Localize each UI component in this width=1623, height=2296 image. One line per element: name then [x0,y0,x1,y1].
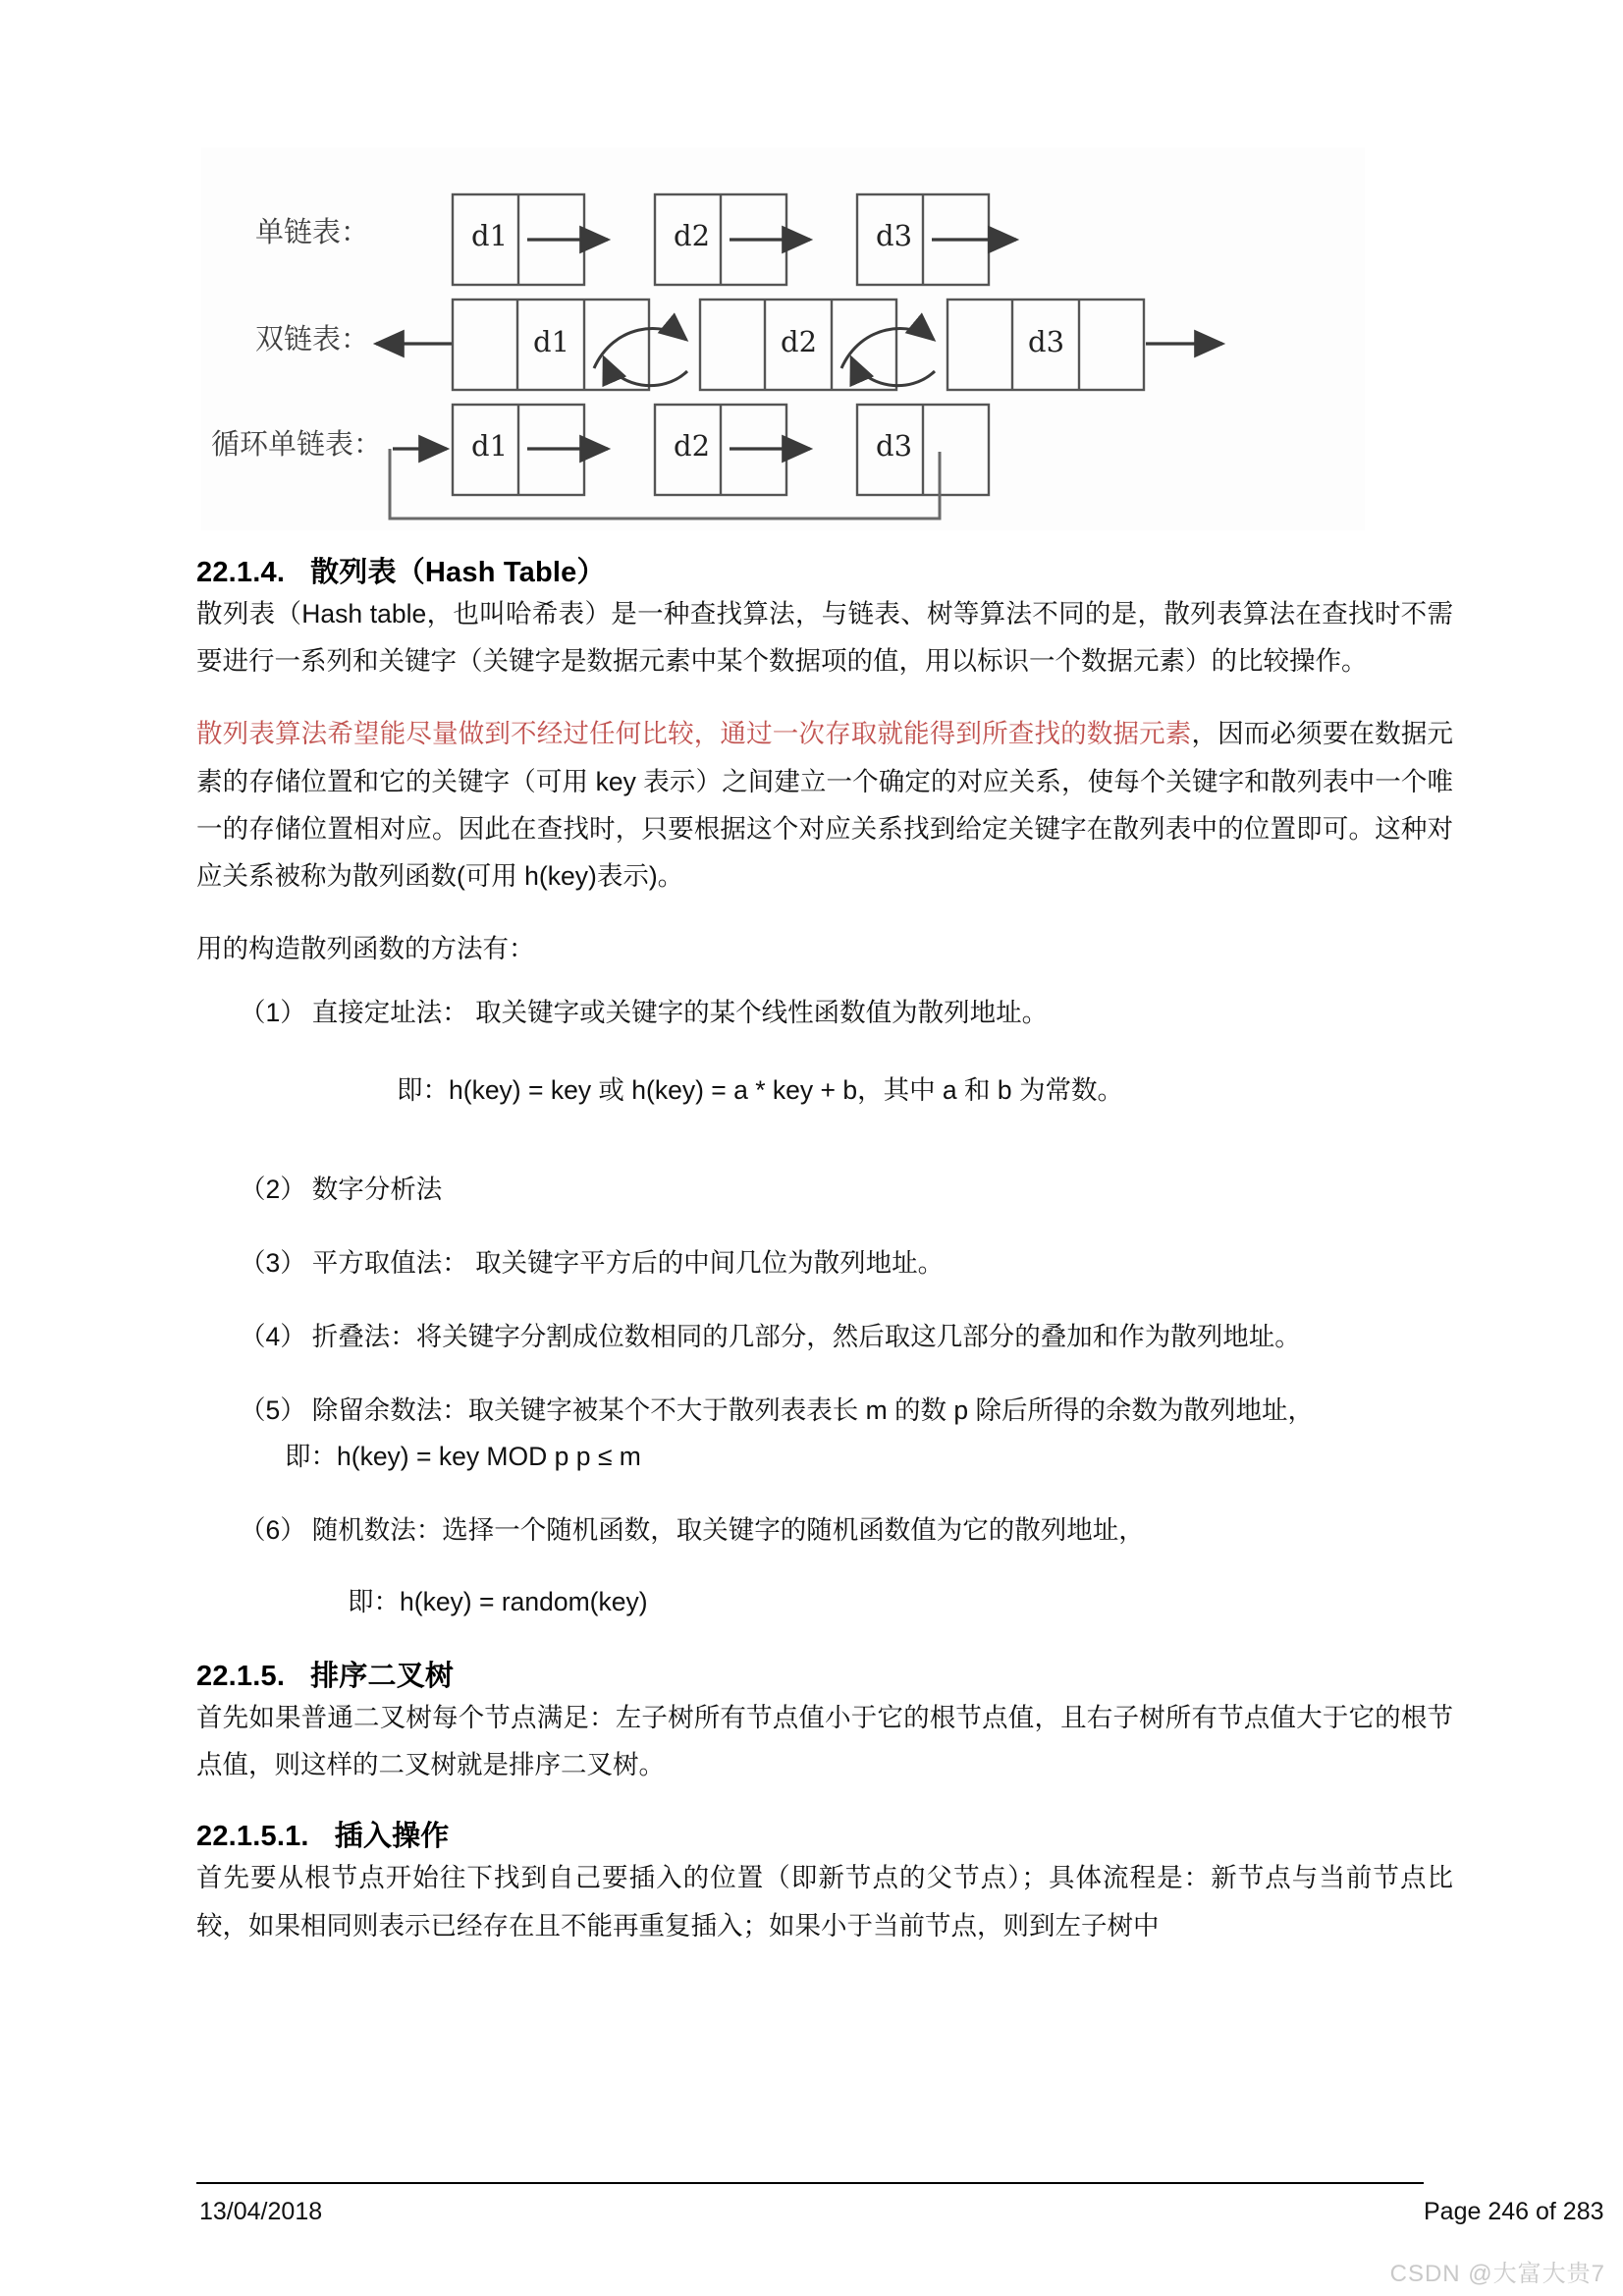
heading-22-1-5-text: 排序二叉树 [310,1660,455,1692]
linked-list-diagram-svg [201,147,1365,530]
method-item-2 [240,1168,1453,1212]
svg-text:d2: d2 [674,219,711,252]
svg-text:d1: d1 [533,325,570,358]
footer-date: 13/04/2018 [199,2198,323,2225]
paragraph-insert-operation: 首先要从根节点开始往下找到自己要插入的位置（即新节点的父节点）；具体流程是：新节点与当前节点比较，如果相同则表示已经存在且不能再重复插入；如果小于当前节点，则到左子树中 [196,1863,1453,1941]
linked-list-figure [201,147,1365,530]
svg-text:d1: d1 [471,429,509,463]
formula-6: 即：h(key) = random(key) [348,1586,648,1616]
paragraph-intro: 散列表（Hash table，也叫哈希表）是一种查找算法，与链表、树等算法不同的是，散列表算法在查找时不需要进行一系列和关键字（关键字是数据元素中某个数据项的值，用以标识一个数据元素）的比较操作。 [196,599,1453,677]
method-text-5: 除留余数法：取关键字被某个不大于散列表表长 m 的数 p 除后所得的余数为散列地址， [311,1394,1315,1425]
heading-22-1-5-1-number: 22.1.5.1. [196,1821,309,1853]
row-label-doubly: 双链表： [255,322,370,355]
footer-divider [196,2182,1424,2184]
method-index-1: （1） [240,997,306,1027]
svg-text:d2: d2 [674,429,711,463]
hash-methods-list [196,991,1453,1624]
paragraph-bst-definition: 首先如果普通二叉树每个节点满足：左子树所有节点值小于它的根节点值，且右子树所有节点值大于它的根节点值，则这样的二叉树就是排序二叉树。 [196,1702,1453,1780]
document-page: 单链表： d1 d2 d3 双链表： d1 d2 d3 循环单链表： d1 d2 d3 22.1.4. 散列表（Hash Table） 散列表（Hash table，也叫哈希表）是一种查找算法，与链表、树等算法不同的是，散列表算法在查找时不需要进行一系列和关键字（关键字是数据元素中某个数据项的值，用以标识一个数据元素）的比较操作。 散列表算法希望能尽量做到不经过任何比较，通过一次存取就能得到所查找的数据元素，因而必须要在数据元素的存储位置和它的关键字（可用 key 表示）之间建立一个确定的对应关系，使每个关键字和散列表中一个唯一的存储位置相对应。因此在查找时，只要根据这个对应关系找到给定关键字在散列表中的位置即可。这种对应关系被称为散列函数(可用 h(key)表示)。 用的构造散列函数的方法有： （1） 直接定址法： 取关键字或关键字的某个线性函数值为散列地址。 即：h(key) = key 或 h(key) = a * key + b，其中 a 和 b 为常数。 （2） 数字分析法 （3） 平方取值法： 取关键字平方后的中间几位为散列地址。 （4） 折叠法：将关键字分割成位数相同的几部分，然后取这几部分的叠加和作为散列地址。 （5） 除留余数法：取关键字被某个不大于散列表表长 m 的数 p 除后所得的余数为散列地址， 即：h(key) = key MOD p p ≤ m （6） 随机数法：选择一个随机函数，取关键字的随机函数值为它的散列地址， 即：h(key) = random(key) 22.1.5. 排序二叉树 首先如果普通二叉树每个节点满足：左子树所有节点值小于它的根节点值，且右子树所有节点值大于它的根节点值，则这样的二叉树就是排序二叉树。 22.1.5.1. 插入操作 首先要从根节点开始往下找到自己要插入的位置（即新节点的父节点）；具体流程是：新节点与当前节点比较，如果相同则表示已经存在且不能再重复插入；如果小于当前节点，则到左子树中 13/04/2018 Page 246 of 283 CSDN @大富大贵7 [0,0,1623,2296]
method-item-6 [240,1508,1453,1624]
svg-text:d3: d3 [876,219,913,252]
method-index-3: （3） [240,1247,306,1278]
heading-22-1-5-number: 22.1.5. [196,1660,286,1692]
formula-5: 即：h(key) = key MOD p p ≤ m [285,1441,641,1471]
method-item-5 [240,1389,1453,1479]
heading-22-1-4-text: 散列表（Hash Table） [310,557,606,588]
paragraph-methods-lead: 用的构造散列函数的方法有： [196,934,535,964]
highlighted-text: 散列表算法希望能尽量做到不经过任何比较，通过一次存取就能得到所查找的数据元素 [196,719,1192,749]
method-text-1: 直接定址法： 取关键字或关键字的某个线性函数值为散列地址。 [311,997,1049,1027]
svg-text:d1: d1 [471,219,509,252]
heading-22-1-4-number: 22.1.4. [196,557,286,588]
document-content [196,550,1453,1975]
heading-22-1-5-1 [196,1814,1453,1854]
svg-text:d3: d3 [876,429,913,463]
svg-text:d3: d3 [1028,325,1065,358]
highlighted-text-rest: ，因而必须要在数据元素的存储位置和它的关键字（可用 key 表示）之间建立一个确定的对应关系，使每个关键字和散列表中一个唯一的存储位置相对应。因此在查找时，只要根据这个对应关系找到给定关键字在散列表中的位置即可。这种对应关系被称为散列函数(可用 h(key)表示)。 [196,719,1454,892]
method-text-6: 随机数法：选择一个随机函数，取关键字的随机函数值为它的散列地址， [311,1514,1145,1545]
method-text-3: 平方取值法： 取关键字平方后的中间几位为散列地址。 [311,1247,945,1278]
method-index-5: （5） [240,1394,306,1425]
row-label-singly: 单链表： [255,215,370,248]
row-label-circular: 循环单链表： [211,427,383,461]
paragraph-hash-definition [196,710,1453,900]
svg-text:d2: d2 [781,325,818,358]
method-item-3 [240,1241,1453,1285]
formula-1: 即：h(key) = key 或 h(key) = a * key + b，其中 a 和 b 为常数。 [397,1074,1123,1105]
method-item-1 [240,991,1453,1113]
method-item-4 [240,1315,1453,1359]
method-text-2: 数字分析法 [311,1174,443,1204]
method-index-6: （6） [240,1514,306,1545]
heading-22-1-5-1-text: 插入操作 [334,1821,450,1853]
heading-22-1-5 [196,1654,1453,1694]
method-index-4: （4） [240,1321,306,1351]
csdn-watermark: CSDN @大富大贵7 [1389,2261,1605,2287]
method-text-4: 折叠法：将关键字分割成位数相同的几部分，然后取这几部分的叠加和作为散列地址。 [311,1321,1301,1351]
heading-22-1-4 [196,550,1453,590]
method-index-2: （2） [240,1174,306,1204]
